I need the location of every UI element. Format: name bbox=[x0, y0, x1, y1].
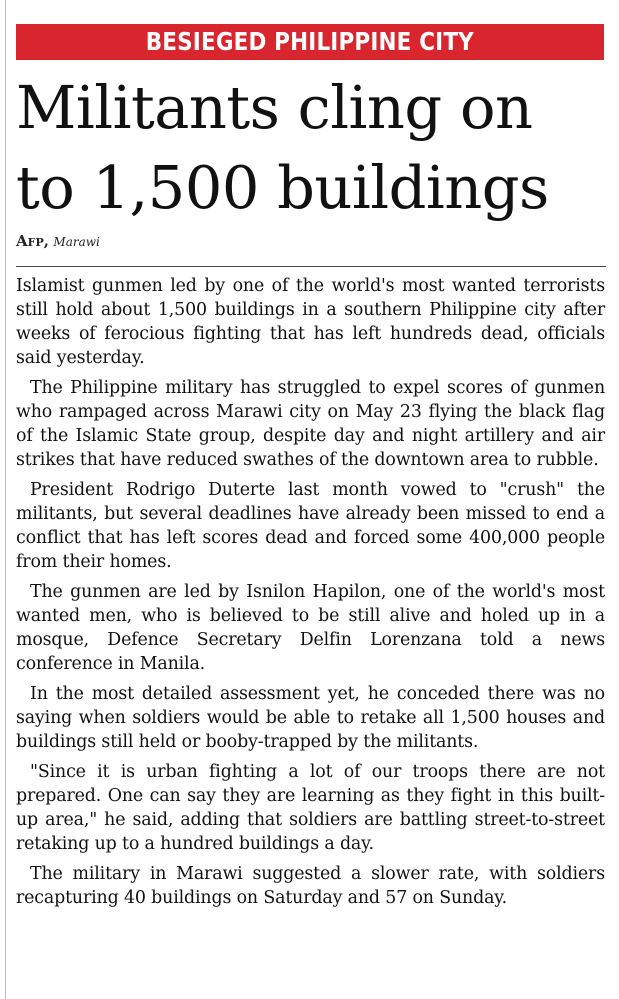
article-headline bbox=[16, 68, 616, 228]
article-paragraph: Islamist gunmen led by one of the world's most wanted terrorists still hold about 1,500 buildings in a southern Philippine city after weeks of ferocious fighting that has left hundreds dead, officials said yesterday. bbox=[16, 276, 605, 368]
byline-dateline: Marawi bbox=[53, 235, 100, 249]
headline-line-2: to 1,500 buildings bbox=[16, 153, 549, 222]
article-paragraph: The military in Marawi suggested a slower rate, with soldiers recapturing 40 buildings on Saturday and 57 on Sunday. bbox=[16, 864, 605, 908]
article-paragraph: President Rodrigo Duterte last month vowed to "crush" the militants, but several deadlines have already been missed to end a conflict that has left scores dead and forced some 400,000 people from their homes. bbox=[16, 480, 605, 572]
section-kicker-text: BESIEGED PHILIPPINE CITY bbox=[145, 27, 475, 56]
article-paragraph: In the most detailed assessment yet, he conceded there was no saying when soldiers would be able to retake all 1,500 houses and buildings still held or booby-trapped by the militants. bbox=[16, 684, 605, 752]
headline-line-1: Militants cling on bbox=[16, 73, 533, 142]
article-paragraph: The Philippine military has struggled to expel scores of gunmen who rampaged across Marawi city on May 23 flying the black flag of the Islamic State group, despite day and night artillery and air strikes that have reduced swathes of the downtown area to rubble. bbox=[16, 378, 605, 470]
byline-agency: Afp, bbox=[16, 232, 49, 250]
article-body bbox=[16, 274, 605, 916]
column-rule bbox=[5, 0, 6, 999]
section-kicker-banner bbox=[16, 24, 604, 60]
article-paragraph: "Since it is urban fighting a lot of our troops there are not prepared. One can say they are learning as they fight in this built-up area," he said, adding that soldiers are battling street-to-street retaking up to a hundred buildings a day. bbox=[16, 762, 605, 854]
article-paragraph: The gunmen are led by Isnilon Hapilon, one of the world's most wanted men, who is believed to be still alive and holed up in a mosque, Defence Secretary Delfin Lorenzana told a news conference in Manila. bbox=[16, 582, 605, 674]
byline-divider bbox=[16, 266, 606, 267]
byline bbox=[16, 232, 100, 250]
